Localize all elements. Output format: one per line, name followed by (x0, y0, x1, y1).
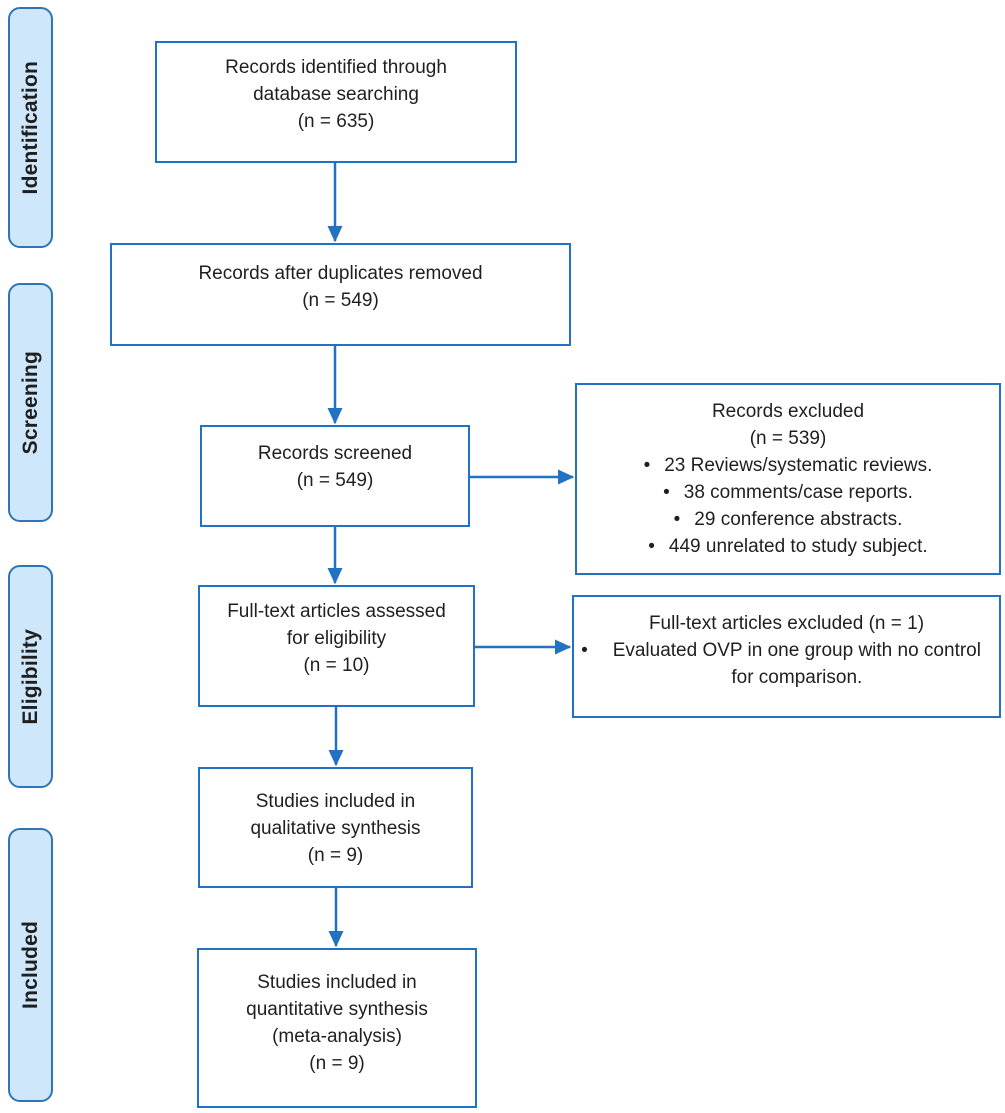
bullet-icon: • (673, 508, 681, 530)
box-count: (n = 549) (302, 289, 379, 311)
box-text-line: (meta-analysis) (272, 1025, 402, 1047)
stage-label: Screening (18, 350, 42, 455)
excluded-reason: • 38 comments/case reports. (663, 480, 913, 507)
box-title: Full-text articles excluded (n = 1) (648, 613, 925, 634)
bullet-icon: • (648, 535, 655, 557)
stage-screening (8, 283, 53, 522)
excluded-reason: • 449 unrelated to study subject. (648, 534, 927, 561)
excluded-reason: • Evaluated OVP in one group with no control for comparison. (581, 639, 981, 688)
box-count: (n = 9) (309, 1052, 365, 1074)
stage-label: Identification (18, 60, 42, 195)
excluded-reason: • 23 Reviews/systematic reviews. (644, 453, 933, 480)
box-count: (n = 9) (307, 844, 364, 866)
box-count: (n = 635) (297, 110, 375, 132)
box-text-line: Records screened (257, 443, 413, 464)
box-text-line: Studies included in (255, 791, 416, 812)
box-count: (n = 549) (296, 469, 374, 491)
bullet-icon: • (581, 639, 588, 661)
stage-included (8, 828, 53, 1102)
box-text-line: Records after duplicates removed (198, 263, 483, 284)
box-duplicates-removed (110, 243, 571, 346)
stage-eligibility (8, 565, 53, 788)
box-count: (n = 10) (303, 654, 370, 676)
box-fulltext-assessed (198, 585, 475, 707)
box-records-screened (200, 425, 470, 527)
box-text-line: quantitative synthesis (246, 998, 428, 1020)
stage-label: Included (18, 921, 42, 1009)
box-records-identified (155, 41, 517, 163)
bullet-icon: • (643, 454, 651, 476)
box-qualitative-synthesis (198, 767, 473, 888)
box-text-line: qualitative synthesis (250, 817, 421, 839)
box-records-excluded (575, 383, 1001, 575)
stage-label: Eligibility (18, 628, 42, 725)
box-text-line: Full-text articles assessed (227, 601, 446, 622)
bullet-icon: • (663, 481, 670, 503)
box-text-line: Studies included in (257, 972, 417, 993)
stage-identification (8, 7, 53, 248)
box-fulltext-excluded (572, 595, 1001, 718)
box-text-line: Records identified through (225, 57, 447, 78)
box-count: (n = 539) (749, 427, 827, 449)
excluded-reason: • 29 conference abstracts. (674, 507, 903, 534)
box-text-line: database searching (253, 83, 419, 105)
box-text-line: for eligibility (286, 627, 387, 649)
box-quantitative-synthesis (197, 948, 477, 1108)
box-title: Records excluded (711, 401, 865, 422)
